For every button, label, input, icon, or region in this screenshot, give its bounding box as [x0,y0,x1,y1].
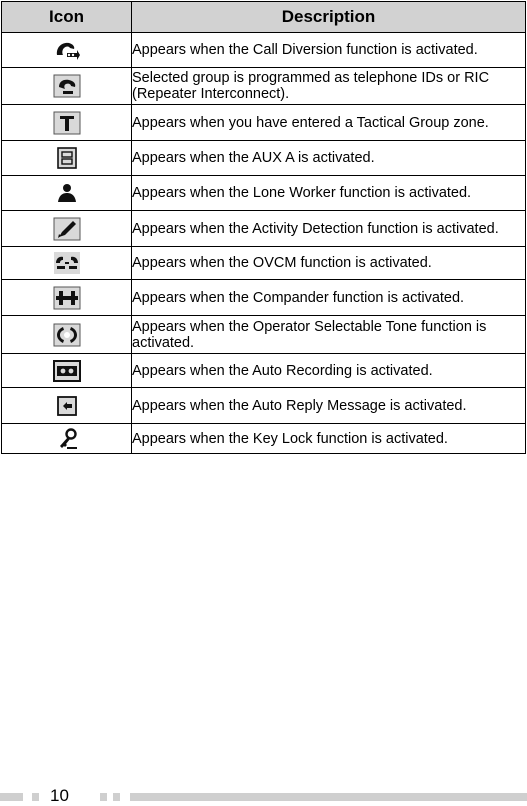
activity-detection-icon [53,217,81,241]
auto-recording-icon [53,359,81,383]
lone-worker-icon [53,181,81,205]
description-cell: Appears when the Lone Worker function is activated. [132,176,526,211]
description-cell: Appears when the Auto Reply Message is activated. [132,388,526,424]
operator-selectable-tone-icon [53,323,81,347]
description-cell: Appears when the Compander function is activated. [132,280,526,316]
footer-square [113,793,120,801]
header-icon: Icon [2,2,132,33]
table-row [2,105,526,141]
icon-description-table [1,1,526,454]
footer-square [100,793,107,801]
table-row [2,68,526,105]
footer-bar-right [130,793,527,801]
description-cell: Appears when the Call Diversion function is activated. [132,33,526,68]
table-row [2,424,526,454]
compander-icon [53,286,81,310]
table-row [2,211,526,247]
page-number: 10 [50,786,69,805]
description-cell: Appears when the Key Lock function is activated. [132,424,526,454]
key-lock-icon [53,427,81,451]
telephone-id-icon [53,74,81,98]
aux-a-icon [53,146,81,170]
table-row [2,141,526,176]
ovcm-icon [53,251,81,275]
table-row [2,354,526,388]
description-cell: Appears when the Operator Selectable Tone function is activated. [132,316,526,354]
table-row [2,280,526,316]
footer-square [32,793,39,801]
table-header-row [2,2,526,33]
description-cell: Appears when the AUX A is activated. [132,141,526,176]
table-row [2,33,526,68]
header-description: Description [132,2,526,33]
table-row [2,388,526,424]
footer-bar-left [0,793,23,801]
table-row [2,247,526,280]
auto-reply-message-icon [53,394,81,418]
description-cell: Appears when the Activity Detection function is activated. [132,211,526,247]
call-diversion-icon [53,38,81,62]
table-row [2,176,526,211]
description-cell: Appears when the OVCM function is activated. [132,247,526,280]
tactical-group-icon [53,111,81,135]
table-row [2,316,526,354]
description-cell: Appears when the Auto Recording is activated. [132,354,526,388]
description-cell: Appears when you have entered a Tactical Group zone. [132,105,526,141]
description-cell: Selected group is programmed as telephone IDs or RIC (Repeater Interconnect). [132,68,526,105]
